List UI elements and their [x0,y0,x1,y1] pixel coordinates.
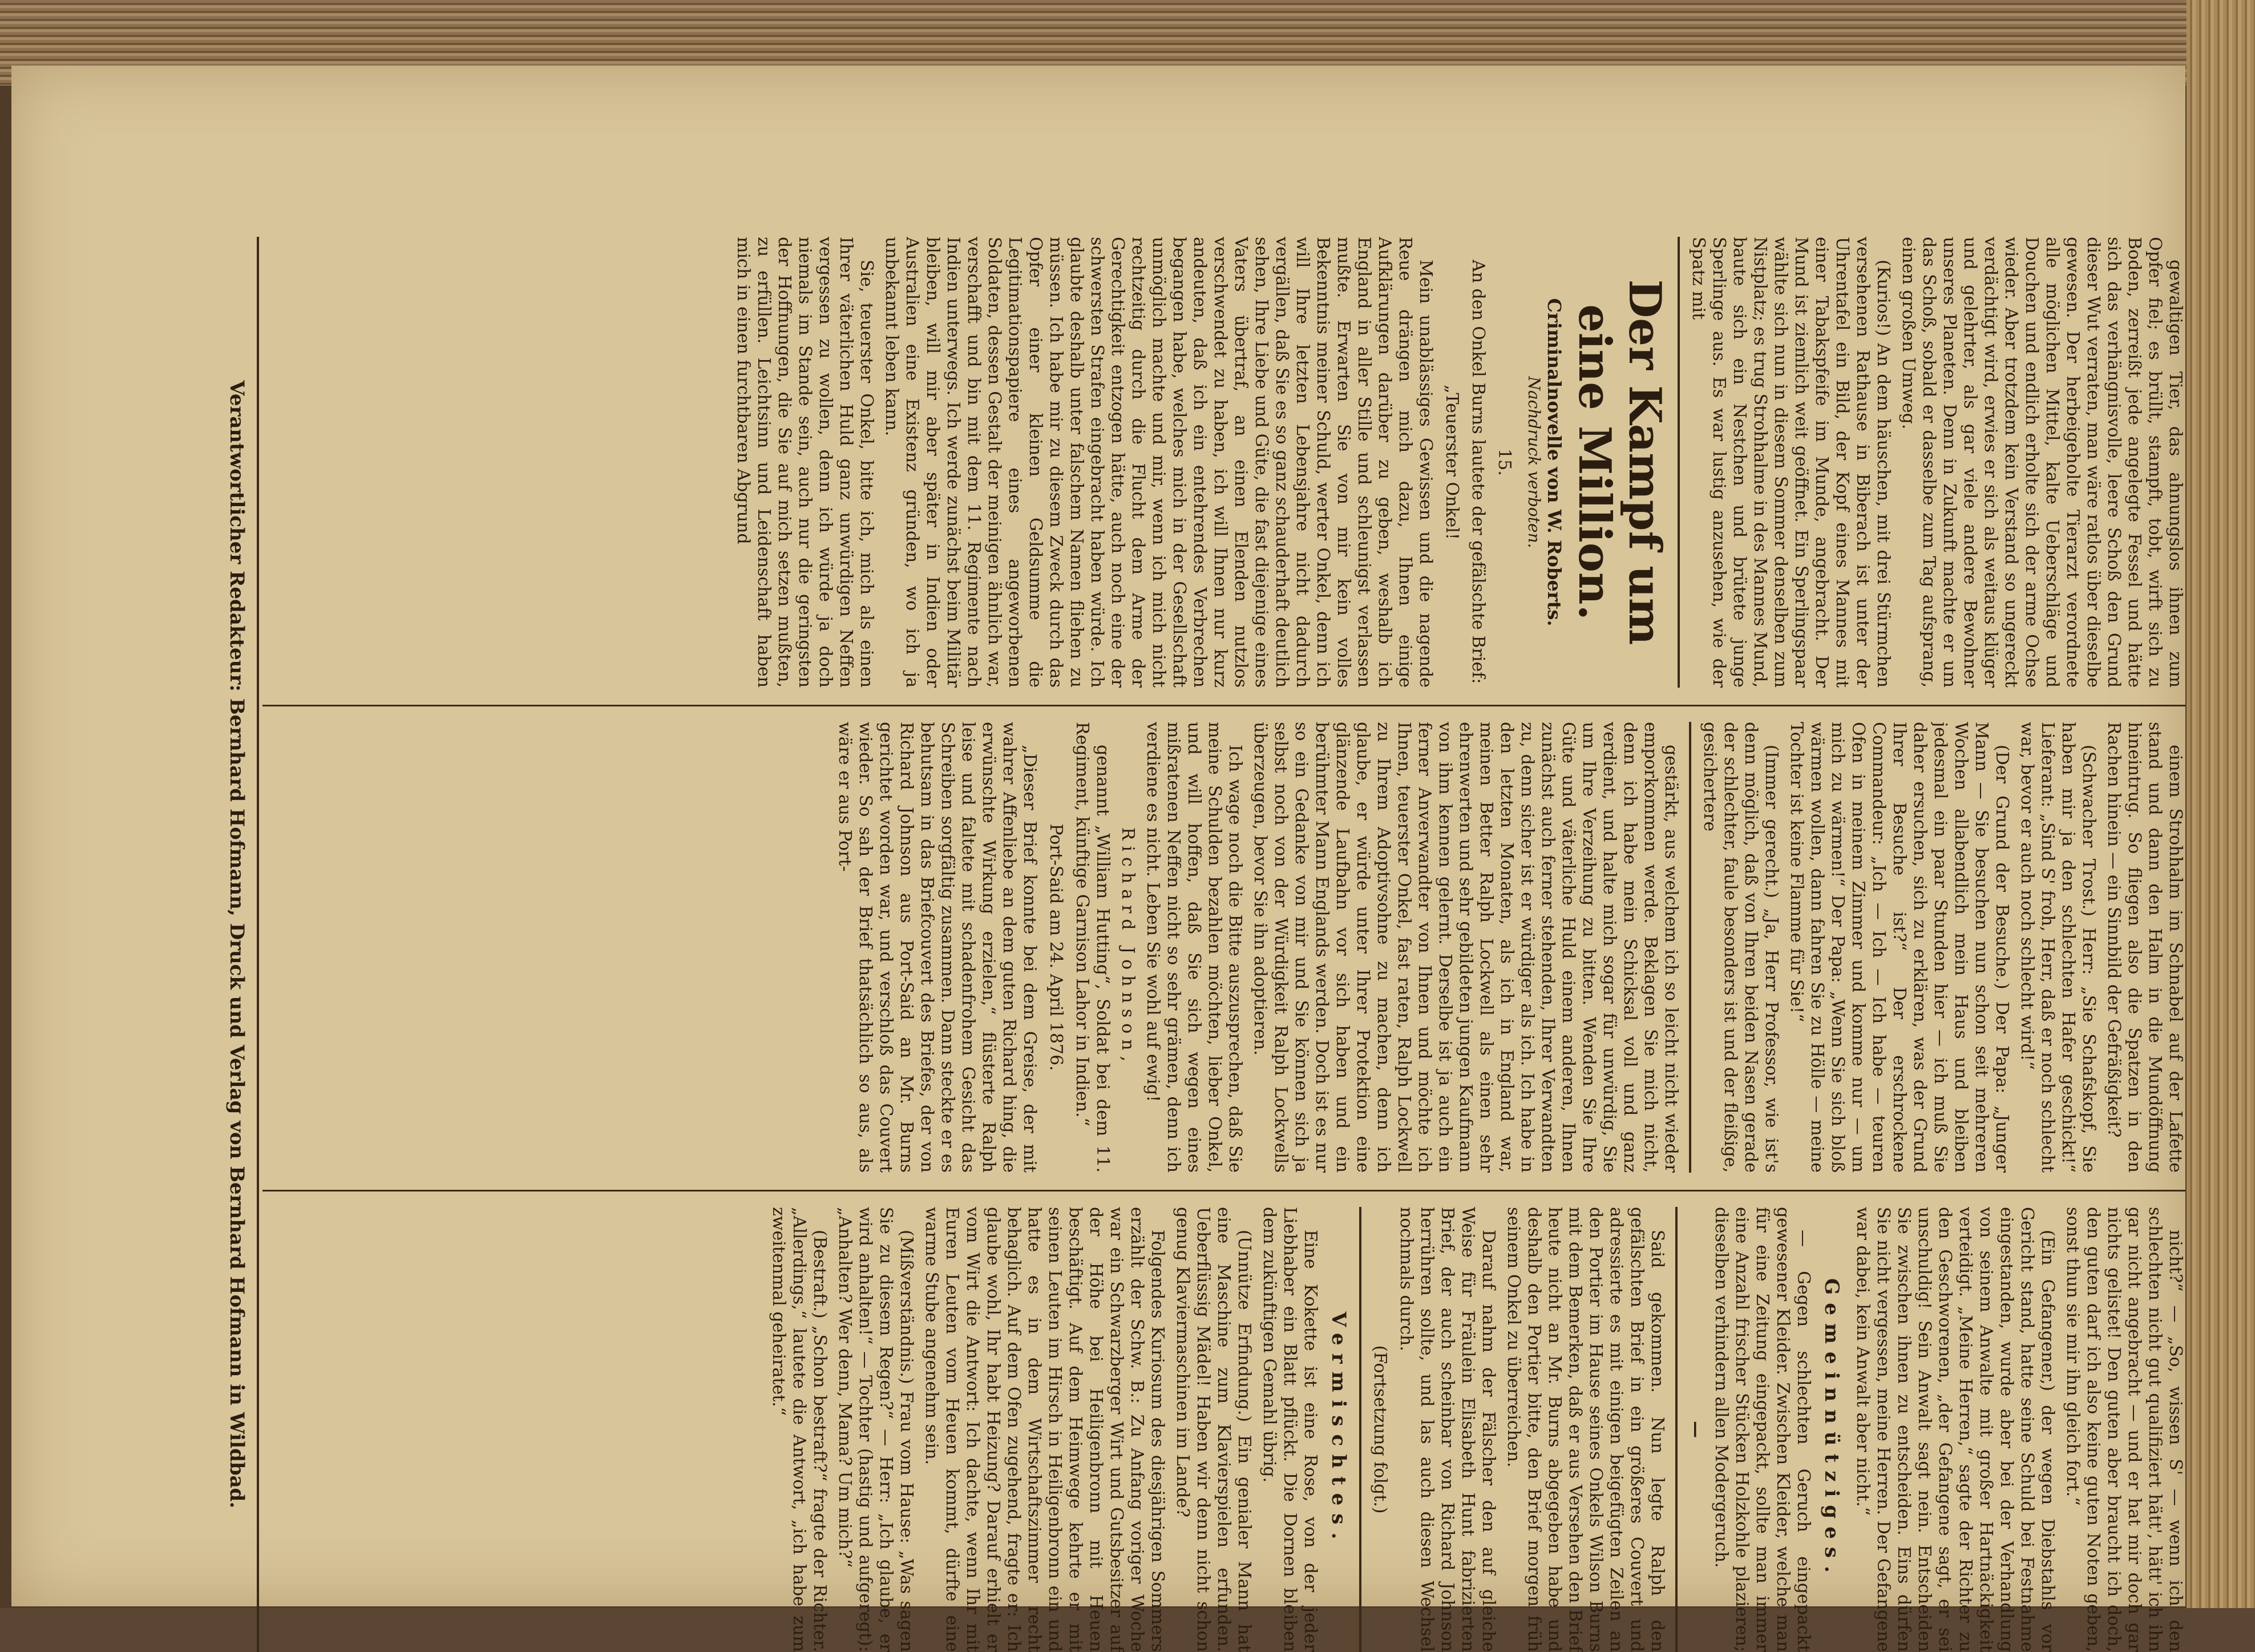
article-geruch: — Gegen schlechten Geruch eingepackt gewesener Kleider. Zwischen Kleider, welche man für eine Zeitung eingepackt, sollte man immer eine Anzahl frischer Stücken Holzkohle plazieren; dieselben verhindern allen Modergeruch. [1711,1207,1813,1652]
section-gemeinnuetziges: Gemeinnütziges. [1820,1278,1843,1581]
article-kuriosum: Folgendes Kuriosum des diesjährigen Sommers erzählt der Schw. B.: Zu Anfang voriger Woche war ein Schwarzberger Wirt und Gutsbesitzer auf der Höhe bei Heiligenbronn mit Heuen beschäftigt. Auf dem Heimwege kehrte er mit seinen Leuten im Hirsch in Heiligenbronn ein und hatte es in dem Wirtschaftszimmer recht behaglich. Auf dem Ofen zugehend, fragte er: Ich glaube wohl, Ihr habt Heizung? Darauf erhielt er vom Wirt die Antwort: Ich dachte, wenn Ihr mit Euren Leuten vom Heuen kommt, dürfte eine warme Stube angenehm sein. [922,1207,1167,1652]
divider [1359,1207,1361,1652]
article-missverstaendnis: (Mißverständnis.) Frau vom Hause: „Was sagen Sie zu diesem Regen?“ — Herr: „Ich glaube, er wird anhalten!“ — Tochter (hastig und aufgeregt): „Anhalten? Wer denn, Mama? Um mich?“ [835,1207,916,1652]
rotated-content [211,237,2185,1652]
article-erfindung: (Unnütze Erfindung.) Ein genialer Mann hat eine Maschine zum Klavierspielen erfunden. Ueberflüssig Mädel! Haben wir denn nicht schon genug Klaviermaschinen im Lande? [1173,1207,1254,1652]
article-immer-gerecht: (Immer gerecht.) „Ja, Herr Professor, wie ist's denn möglich, daß von Ihren beiden Nasen gerade der schlechter, faule besonders ist und der fleißige, gesichertere [1700,722,1781,1173]
story-paragraph-faelscher: Darauf nahm der Fälscher den auf gleiche Weise für Fräulein Elisabeth Hunt fabrizierten Brief, der auch scheinbar von Richard Johnson herrühren sollte, und las auch diesen Wechsel nochmals durch. [1396,1207,1498,1652]
headline-title: Der Kampf um eine Million. [1569,279,1671,645]
letter-paragraph-1: Mein unablässiges Gewissen und die nagende Reue drängen mich dazu, Ihnen einige Aufklärungen darüber zu geben, weshalb ich England in aller Stille und schleunigst verlassen mußte. Erwarten Sie von mir kein volles Bekenntnis meiner Schuld, werter Onkel, denn ich will Ihre letzten Lebensjahre nicht dadurch vergällen, daß Sie es so ganz schauderhaft deutlich sehen, Ihre Liebe und Güte, die fast diejenige eines Vaters übertraf, an einen Elenden nutzlos verschwendet zu haben, ich will Ihnen nur kurz andeuten, daß ich ein entehrendes Verbrechen begangen habe, welches mich in der Gesellschaft unmöglich machte und mir, wenn ich mich nicht rechtzeitig durch die Flucht dem Arme der Gerechtigkeit entzogen hätte, auch noch eine der schwersten Strafen eingebracht haben würde. Ich glaubte deshalb unter falschem Namen fliehen zu müssen. Ich habe mir zu diesem Zweck durch das Opfer einer kleinen Geldsumme die Legitimationspapiere eines angeworbenen Soldaten, dessen Gestalt der meinigen ähnlich war, verschafft und bin mit dem 11. Regimente nach Indien unterwegs. Ich werde zunächst beim Militär bleiben, will mir aber später in Indien oder Australien eine Existenz gründen, wo ich ja unbekannt leben kann. [882,237,1436,688]
divider [1678,237,1680,688]
column-1 [211,237,2185,688]
letter-place-date: Port-Said am 24. April 1876. [1046,823,1066,1071]
divider [1675,1207,1678,1652]
divider [1689,722,1691,1173]
story-paragraph: „Dieser Brief konnte bei dem Greise, der mit wahrer Affenliebe an dem guten Richard hing, die erwünschte Wirkung erzielen,“ flüsterte Ralph leise und faltete mit schadenfrohem Gesicht das Schreiben sorgfältig zusammen. Dann steckte er es behutsam in das Briefcouvert des Briefes, der von Richard Johnson aus Port-Said an Mr. Burns gerichtet worden war, und verschloß das Couvert wieder. So sah der Brief thatsächlich so aus, als wäre er aus Port- [835,722,1040,1173]
letter-intro: An den Onkel Burns lautete der gefälschte Brief: [1468,260,1488,684]
article-kokette: Eine Kokette ist eine Rose, von der jeder Liebhaber ein Blatt pflückt. Die Dornen bleiben dem zukünftigen Gemahl übrig. [1259,1207,1320,1652]
story-paragraph-said: Said gekommen. Nun legte Ralph den gefälschten Brief in ein größeres Couvert und adressierte es mit einigen beigefügten Zeilen an den Portier im Hause seines Onkels Wilson Burns mit dem Bemerken, daß er aus Versehen den Brief heute nicht an Mr. Burns abgegeben habe und deshalb den Portier bitte, den Brief morgen früh seinem Onkel zu überreichen. [1504,1207,1667,1652]
column-2 [211,722,2185,1173]
letter-signature-detail: genannt „William Hutting“, Soldat bei dem 11. Regiment, künftige Garnison Lahor in Indien.“ [1072,722,1113,1173]
letter-paragraph-2: Sie, teuerster Onkel, bitte ich, mich als einen Ihrer väterlichen Huld ganz unwürdigen Neffen vergessen zu wollen, denn ich würde ja doch niemals im Stande sein, auch nur die geringsten der Hoffnungen, die Sie auf mich setzen mußten, zu erfüllen. Leichtsinn und Leidenschaft haben mich in einen furchtbaren Abgrund [733,237,876,688]
article-strohhalm: einem Strohhalm im Schnabel auf der Lafette stand und dann den Halm in die Mundöffnung hineintrug. So fliegen also die Spatzen in den Rachen hinein — ein Sinnbild der Gefräßigkeit? [2104,722,2185,1173]
chapter-number: 15. [1494,449,1514,476]
article-kurios: (Kurios!) An dem häuschen, mit drei Stürmchen versehenen Rathause in Biberach ist unter der Uhrentafel ein Bild, der Kopf eines Mannes mit einer Tabakspfeife im Munde, angebracht. Der Mund ist ziemlich weit geöffnet. Ein Sperlingspaar wählte sich nun in diesem Sommer denselben zum Nistplatz; es trug Strohhalme in des Mannes Mund, baute sich ein Nestchen und brütete junge Sperlinge aus. Es war lustig anzusehen, wie der Spatz mit [1688,237,1893,688]
newspaper-page [11,66,2185,1652]
article-professor: nicht?“ — „So, wissen S' — wenn ich den schlechten nicht gut qualifiziert hätt', hätt' ich ihn gar nicht angebracht — und er hat mir doch gar nichts gelistet! Den guten aber braucht ich doch, den guten darf ich also keine guten Noten geben, sonst thun sie mir ihn gleich fort.“ [2063,1207,2185,1652]
article-grund-besuche: (Der Grund der Besuche.) Der Papa: „Junger Mann — Sie besuchen nun schon seit mehreren Wochen allabendlich mein Haus und bleiben jedesmal ein paar Stunden hier — ich muß Sie daher ersuchen, sich zu erklären, was der Grund Ihrer Besuche ist?“ Der erschrockene Commandeur: „Ich — Ich — Ich habe — teuren Ofen in meinem Zimmer und komme nur — um mich zu wärmen!“ Der Papa: „Wenn Sie sich bloß wärmen wollen, dann fahren Sie zu Hölle — meine Tochter ist keine Flamme für Sie!“ [1787,722,2012,1173]
article-schwacher-trost: (Schwacher Trost.) Herr: „Sie Schafskopf, Sie haben mir ja den schlechten Hafer geschickt!“ Lieferant: „Sind S' froh, Herr, daß er noch schlecht war, bevor er auch noch schlecht wird!“ [2017,722,2099,1173]
letter-salutation: „Teuerster Onkel! [1442,385,1462,540]
continuation-note: (Fortsetzung folgt.) [1370,1345,1390,1514]
section-vermischtes: Vermischtes. [1327,1311,1350,1548]
headline-note: Nachdruck verboten. [1525,376,1543,548]
imprint-footer: Verantwortlicher Redakteur: Bernhard Hofmann, Druck und Verlag von Bernhard Hofmann in Wildbad. [211,237,259,1652]
column-rule-1 [262,705,2185,706]
letter-paragraph-4: Ich wage noch die Bitte auszusprechen, daß Sie meine Schulden bezahlen möchten, lieber Onkel, und will hoffen, daß Sie sich wegen eines mißratenen Neffen nicht so sehr grämen, denn ich verdiene es nicht. Leben Sie wohl auf ewig! [1143,722,1245,1173]
article-gefangener: (Ein Gefangener,) der wegen Diebstahls vor Gericht stand, hatte seine Schuld bei Festnahme eingestanden, wurde aber bei der Verhandlung von seinem Anwalte mit großer Hartnäckigkeit verteidigt. „Meine Herren,“ sagte der Richter zu den Geschworenen, „der Gefangene sagt, er sei unschuldig! Sein Anwalt sagt nein. Entscheiden Sie zwischen ihnen zu entscheiden. Eins dürfen Sie nicht vergessen, meine Herren. Der Gefangene war dabei, kein Anwalt aber nicht.“ [1853,1207,2058,1652]
letter-signature: Richard Johnson, [1118,827,1138,1068]
column-rule-2 [262,1190,2185,1191]
article-kurios-intro: gewaltigen Tier, das ahnungslos ihnen zum Opfer fiel; es brüllt, stampft, tobt, wirft sich zu Boden, zerreißt jede angelegte Fessel und hätte sich das verhängnisvolle, leere Schoß den Grund dieser Wut verraten, man wäre ratlos über dieselbe gewesen. Der herbeigeholte Tierarzt verordnete alle möglichen Mittel, kalte Ueberschläge und Douchen und endlich erholte sich der arme Ochse wieder. Aber trotzdem kein Verstand so ungereckt verdächtigt wird, erwies er sich als weitaus klüger und gelehrter, als gar viele andere Bewohner unseres Planeten. Denn in Zukunft machte er um das Schoß, sobald er dasselbe zum Tag aufsprang, einen großen Umweg. [1898,237,2185,688]
page-stack-right [2187,0,2255,1608]
letter-paragraph-3: gestärkt, aus welchem ich so leicht nicht wieder emporkommen werde. Beklagen Sie mich nicht, denn ich habe mein Schicksal voll und ganz verdient, und halte mich sogar für unwürdig, Sie um Ihre Verzeihung zu bitten. Wenden Sie Ihre Güte und väterliche Huld einem anderen, Ihnen zunächst auch ferner stehenden, Ihrer Verwandten zu, denn sicher ist er würdiger als ich. Ich habe in den letzten Monaten, als ich in England war, meinen Better Ralph Lockwell als einen sehr ehrenwerten und sehr gebildeten jungen Kaufmann von ihm kennen gelernt. Derselbe ist ja auch ein ferner Anverwandter von Ihnen und möchte ich Ihnen, teuerster Onkel, fast raten, Ralph Lockwell zu Ihrem Adoptivsohne zu machen, denn ich glaube, er würde unter Ihrer Protektion eine glänzende Laufbahn vor sich haben und ein berühmter Mann Englands werden. Doch ist es nur so ein Gedanke von mir und Sie können sich ja selbst noch von der Würdigkeit Ralph Lockwells überzeugen, bevor Sie ihn adoptieren. [1250,722,1681,1173]
article-bestraft: (Bestraft.) „Schon bestraft?“ fragte der Richter. „Allerdings,“ lautete die Antwort, „ich habe zum zweitenmal geheiratet.“ [769,1207,830,1652]
headline-subtitle: Criminalnovelle von W. Roberts. [1543,298,1565,627]
dash-separator: — [1686,1421,1706,1438]
column-3 [211,1207,2185,1652]
